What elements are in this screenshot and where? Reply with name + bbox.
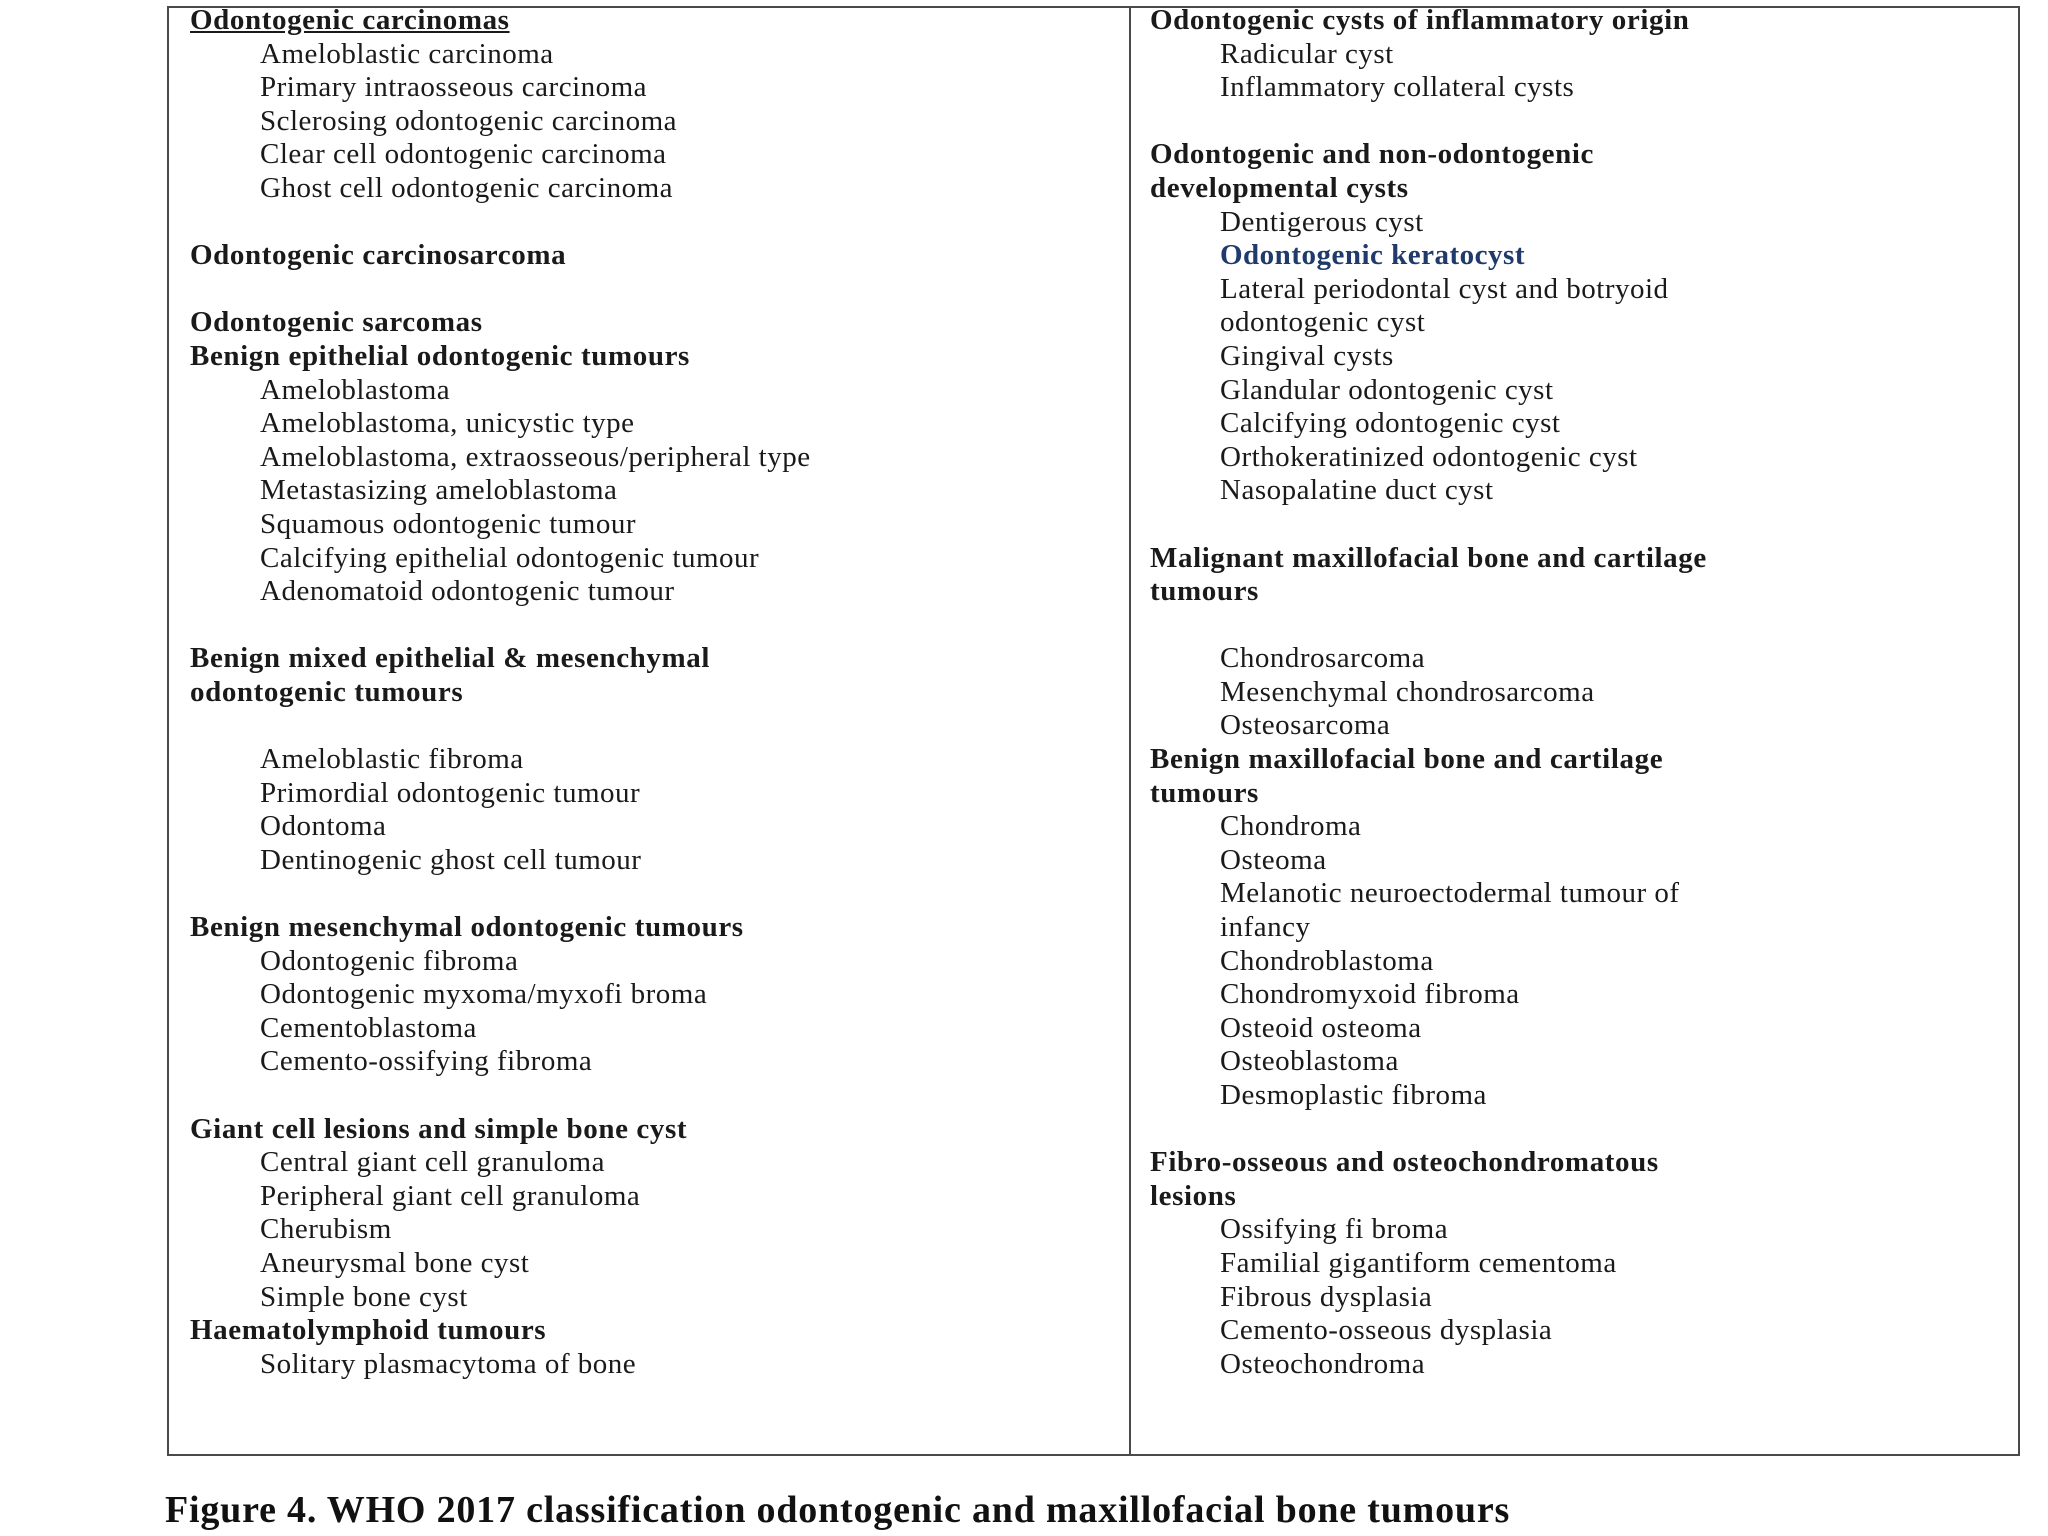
list-item: odontogenic cyst xyxy=(1220,306,1426,339)
list-item: Nasopalatine duct cyst xyxy=(1220,474,1494,507)
list-item: Aneurysmal bone cyst xyxy=(260,1246,530,1279)
list-item: infancy xyxy=(1220,911,1311,944)
category-heading: Benign mesenchymal odontogenic tumours xyxy=(190,911,744,944)
list-item: Inflammatory collateral cysts xyxy=(1220,71,1575,104)
list-item: Ghost cell odontogenic carcinoma xyxy=(260,171,674,204)
list-item: Ameloblastic fibroma xyxy=(260,743,524,776)
category-heading: odontogenic tumours xyxy=(190,675,464,708)
category-heading: Odontogenic and non-odontogenic xyxy=(1150,138,1595,171)
list-item: Peripheral giant cell granuloma xyxy=(260,1179,641,1212)
category-heading: Odontogenic carcinomas xyxy=(190,4,510,36)
list-item: Ossifying fi broma xyxy=(1220,1213,1449,1246)
spacer xyxy=(190,609,1110,643)
list-item: Radicular cyst xyxy=(1220,37,1394,70)
category-heading: Benign mixed epithelial & mesenchymal xyxy=(190,642,711,675)
list-item: Desmoplastic fibroma xyxy=(1220,1079,1487,1111)
category-heading: Odontogenic sarcomas xyxy=(190,306,483,339)
list-item: Cemento-osseous dysplasia xyxy=(1220,1314,1553,1347)
list-item: Mesenchymal chondrosarcoma xyxy=(1220,675,1595,708)
category-heading: Fibro-osseous and osteochondromatous xyxy=(1150,1146,1659,1179)
list-item: Chondroblastoma xyxy=(1220,944,1434,977)
list-item: Osteoid osteoma xyxy=(1220,1011,1422,1044)
list-item: Metastasizing ameloblastoma xyxy=(260,474,618,507)
list-item: Central giant cell granuloma xyxy=(260,1146,605,1179)
category-heading: developmental cysts xyxy=(1150,171,1409,204)
list-item: Odontogenic myxoma/myxofi broma xyxy=(260,978,708,1011)
list-item: Chondrosarcoma xyxy=(1220,642,1426,675)
spacer xyxy=(1150,609,2010,643)
list-item: Solitary plasmacytoma of bone xyxy=(260,1347,637,1380)
column-divider xyxy=(1129,6,1131,1456)
list-item: Cherubism xyxy=(260,1213,392,1246)
list-item: Sclerosing odontogenic carcinoma xyxy=(260,104,678,137)
list-item: Primordial odontogenic tumour xyxy=(260,776,641,809)
list-item: Osteochondroma xyxy=(1220,1347,1426,1380)
list-item: Squamous odontogenic tumour xyxy=(260,507,636,540)
list-item: Ameloblastic carcinoma xyxy=(260,37,554,70)
spacer xyxy=(190,1079,1110,1113)
spacer xyxy=(190,709,1110,743)
list-item: Dentinogenic ghost cell tumour xyxy=(260,843,642,876)
spacer xyxy=(190,877,1110,911)
list-item: Primary intraosseous carcinoma xyxy=(260,71,648,104)
list-item: Osteoma xyxy=(1220,843,1327,876)
list-item: Odontogenic fibroma xyxy=(260,944,519,977)
list-item: Gingival cysts xyxy=(1220,339,1394,372)
spacer xyxy=(1150,105,2010,139)
list-item: Chondromyxoid fibroma xyxy=(1220,978,1520,1011)
category-heading: Benign maxillofacial bone and cartilage xyxy=(1150,743,1664,776)
list-item: Adenomatoid odontogenic tumour xyxy=(260,575,675,608)
list-item: Cemento-ossifying fibroma xyxy=(260,1045,593,1078)
list-item: Ameloblastoma, extraosseous/peripheral type xyxy=(260,440,811,473)
list-item: Lateral periodontal cyst and botryoid xyxy=(1220,272,1669,305)
list-item: Clear cell odontogenic carcinoma xyxy=(260,138,667,171)
spacer xyxy=(1150,1113,2010,1147)
list-item: Odontoma xyxy=(260,810,387,843)
category-heading: Odontogenic carcinosarcoma xyxy=(190,239,567,272)
category-heading: Malignant maxillofacial bone and cartilage xyxy=(1150,541,1707,574)
list-item: Simple bone cyst xyxy=(260,1280,468,1313)
list-item: Osteoblastoma xyxy=(1220,1045,1399,1078)
category-heading: Haematolymphoid tumours xyxy=(190,1314,547,1347)
list-item: Odontogenic keratocyst xyxy=(1220,239,1525,272)
list-item: Calcifying odontogenic cyst xyxy=(1220,407,1561,440)
category-heading: tumours xyxy=(1150,776,1259,809)
category-heading: lesions xyxy=(1150,1179,1237,1212)
right-column xyxy=(1150,4,2010,1381)
category-heading: Benign epithelial odontogenic tumours xyxy=(190,339,690,372)
list-item: Orthokeratinized odontogenic cyst xyxy=(1220,440,1638,473)
list-item: Osteosarcoma xyxy=(1220,709,1391,742)
list-item: Chondroma xyxy=(1220,810,1362,843)
spacer xyxy=(1150,508,2010,542)
list-item: Calcifying epithelial odontogenic tumour xyxy=(260,541,760,574)
list-item: Melanotic neuroectodermal tumour of xyxy=(1220,877,1680,910)
spacer xyxy=(190,206,1110,240)
list-item: Cementoblastoma xyxy=(260,1011,477,1044)
list-item: Fibrous dysplasia xyxy=(1220,1280,1433,1313)
figure-caption: Figure 4. WHO 2017 classification odontogenic and maxillofacial bone tumours xyxy=(165,1489,1511,1531)
list-item: Ameloblastoma xyxy=(260,373,451,406)
list-item: Dentigerous cyst xyxy=(1220,205,1424,238)
left-column xyxy=(190,4,1110,1381)
category-heading: Giant cell lesions and simple bone cyst xyxy=(190,1112,688,1145)
category-heading: Odontogenic cysts of inflammatory origin xyxy=(1150,4,1690,36)
list-item: Glandular odontogenic cyst xyxy=(1220,373,1554,406)
list-item: Ameloblastoma, unicystic type xyxy=(260,407,635,440)
list-item: Familial gigantiform cementoma xyxy=(1220,1246,1617,1279)
spacer xyxy=(190,273,1110,307)
category-heading: tumours xyxy=(1150,575,1259,608)
